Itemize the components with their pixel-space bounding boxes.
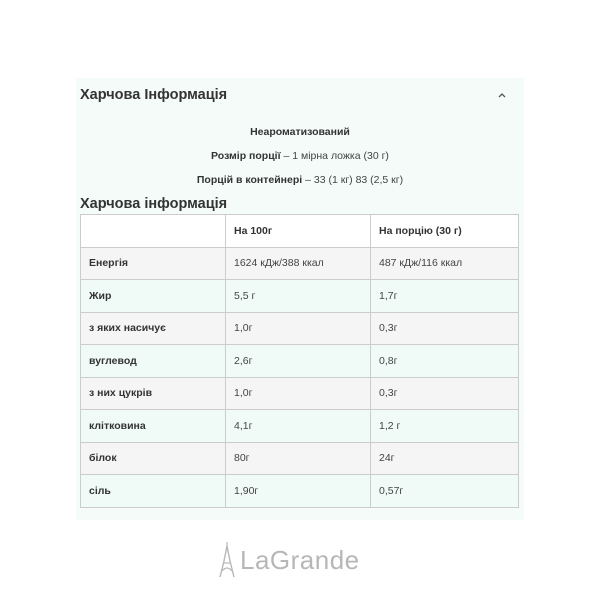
nutrient-name: вуглевод [81,345,226,378]
value-per-100g: 4,1г [226,410,371,443]
eiffel-tower-icon [218,541,236,579]
value-per-100g: 1,90г [226,475,371,508]
nutrition-table [80,214,519,508]
value-per-100g: 80г [226,442,371,475]
table-row [81,345,519,378]
nutrition-panel [76,78,524,520]
product-meta [76,120,524,192]
serving-size-value: 1 мірна ложка (30 г) [292,150,389,162]
value-per-serving: 1,7г [371,280,519,313]
table-heading: Харчова інформація [80,196,228,212]
value-per-serving: 0,8г [371,345,519,378]
table-row [81,280,519,313]
flavor-text: Неароматизований [250,126,350,138]
nutrient-name: сіль [81,475,226,508]
separator: – [302,174,314,186]
nutrient-name: Жир [81,280,226,313]
value-per-serving: 487 кДж/116 ккал [371,247,519,280]
header-cell-per-100g: На 100г [226,215,371,248]
value-per-serving: 0,3г [371,312,519,345]
nutrient-name: Енергія [81,247,226,280]
header-cell-nutrient [81,215,226,248]
separator: – [280,150,293,162]
value-per-100g: 2,6г [226,345,371,378]
accordion-title: Харчова Інформація [80,87,228,103]
watermark-text: LaGrande [240,544,360,575]
value-per-serving: 0,57г [371,475,519,508]
value-per-serving: 24г [371,442,519,475]
table-row [81,475,519,508]
value-per-serving: 1,2 г [371,410,519,443]
table-row [81,410,519,443]
servings-per-container-value: 33 (1 кг) 83 (2,5 кг) [313,174,404,186]
value-per-100g: 5,5 г [226,280,371,313]
watermark-logo [218,540,388,580]
nutrient-name: з них цукрів [81,377,226,410]
value-per-100g: 1,0г [226,312,371,345]
serving-size-label: Розмір порції [211,150,281,162]
nutrient-name: клітковина [81,410,226,443]
servings-per-container-label: Порцій в контейнері [196,174,303,186]
value-per-100g: 1624 кДж/388 ккал [226,247,371,280]
nutrient-name: білок [81,442,226,475]
value-per-serving: 0,3г [371,377,519,410]
header-cell-per-serving: На порцію (30 г) [371,215,519,248]
nutrient-name: з яких насичує [81,312,226,345]
accordion-header[interactable] [76,78,524,112]
table-row [81,247,519,280]
table-header-row [81,215,519,248]
table-row [81,377,519,410]
table-row [81,442,519,475]
value-per-100g: 1,0г [226,377,371,410]
table-row [81,312,519,345]
chevron-up-icon[interactable] [496,89,508,101]
